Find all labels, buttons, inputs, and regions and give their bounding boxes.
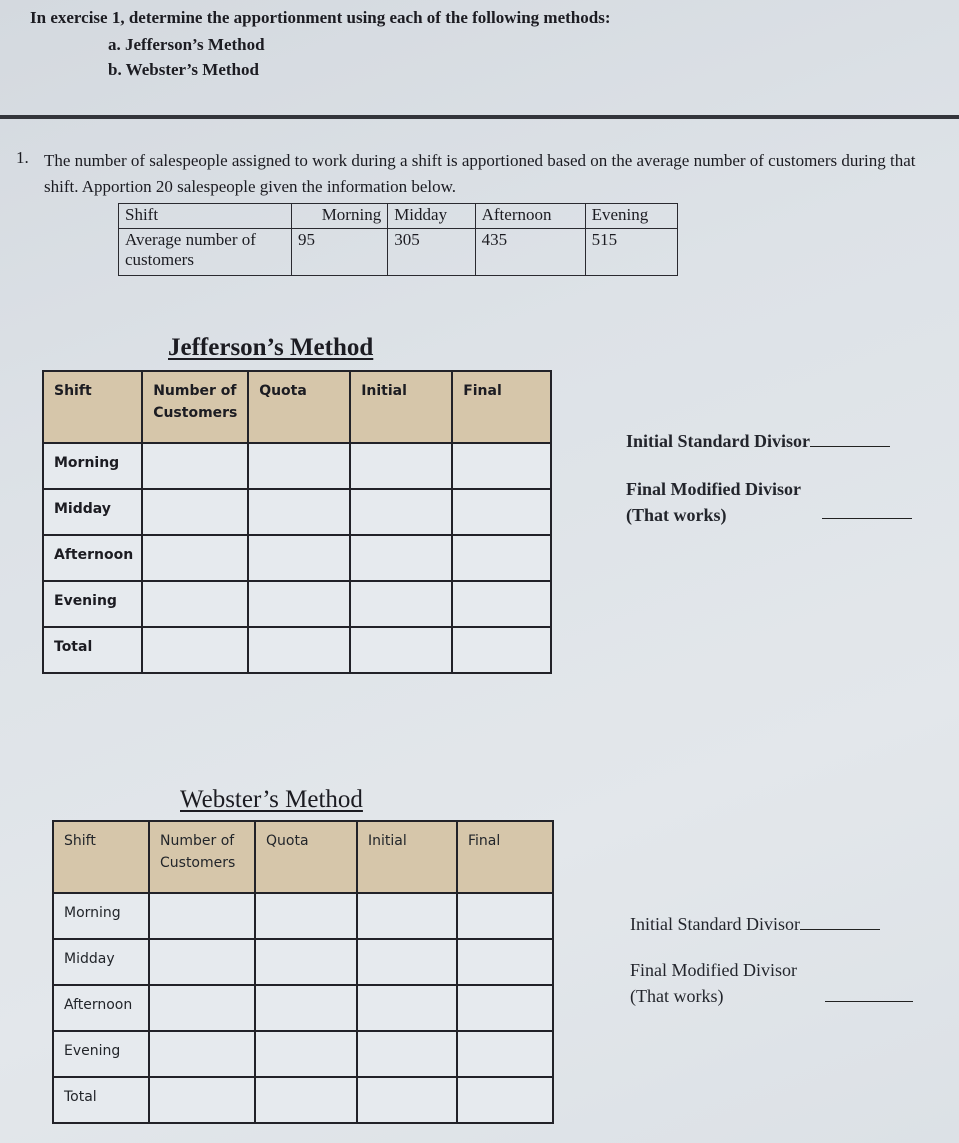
- table-row: [53, 985, 553, 1031]
- answer-cell[interactable]: [452, 489, 551, 535]
- jefferson-table: [42, 370, 552, 674]
- final-divisor-note: (That works): [626, 505, 727, 525]
- answer-cell[interactable]: [248, 535, 350, 581]
- answer-cell[interactable]: [457, 1077, 553, 1123]
- answer-cell[interactable]: [452, 581, 551, 627]
- table-row: [53, 893, 553, 939]
- data-row-label: Average number of customers: [119, 229, 292, 276]
- answer-cell[interactable]: [255, 1077, 357, 1123]
- instruction-item-b: b. Webster’s Method: [108, 60, 259, 79]
- answer-cell[interactable]: [142, 535, 248, 581]
- data-header-cell: Shift: [119, 204, 292, 229]
- answer-cell[interactable]: [457, 939, 553, 985]
- answer-cell[interactable]: [142, 581, 248, 627]
- final-divisor-note: (That works): [630, 986, 724, 1006]
- final-divisor-blank[interactable]: [825, 985, 913, 1002]
- answer-cell[interactable]: [149, 1077, 255, 1123]
- data-header-cell: Evening: [585, 204, 677, 229]
- webster-final-divisor: [630, 957, 797, 1009]
- header-initial: Initial: [350, 371, 452, 443]
- table-row: [43, 535, 551, 581]
- row-label: Afternoon: [43, 535, 142, 581]
- data-header-cell: Midday: [388, 204, 475, 229]
- row-label: Evening: [53, 1031, 149, 1077]
- header-number-of-customers: Number of Customers: [149, 821, 255, 893]
- row-label: Total: [43, 627, 142, 673]
- answer-cell[interactable]: [149, 939, 255, 985]
- answer-cell[interactable]: [452, 443, 551, 489]
- jefferson-initial-divisor: [626, 428, 890, 454]
- data-value-cell: 435: [475, 229, 585, 276]
- table-row-total: [43, 627, 551, 673]
- data-header-cell: Morning: [292, 204, 388, 229]
- answer-cell[interactable]: [255, 939, 357, 985]
- row-label: Midday: [43, 489, 142, 535]
- answer-cell[interactable]: [350, 489, 452, 535]
- answer-cell[interactable]: [452, 535, 551, 581]
- answer-cell[interactable]: [350, 535, 452, 581]
- row-label: Morning: [53, 893, 149, 939]
- answer-cell[interactable]: [357, 1077, 457, 1123]
- initial-divisor-label: Initial Standard Divisor: [630, 914, 800, 934]
- question-number: 1.: [16, 148, 29, 167]
- header-shift: Shift: [53, 821, 149, 893]
- table-row-total: [53, 1077, 553, 1123]
- row-label: Afternoon: [53, 985, 149, 1031]
- answer-cell[interactable]: [248, 627, 350, 673]
- header-quota: Quota: [248, 371, 350, 443]
- header-initial: Initial: [357, 821, 457, 893]
- answer-cell[interactable]: [350, 627, 452, 673]
- row-label: Morning: [43, 443, 142, 489]
- header-number-of-customers: Number of Customers: [142, 371, 248, 443]
- answer-cell[interactable]: [255, 1031, 357, 1077]
- initial-divisor-blank[interactable]: [800, 911, 880, 930]
- header-quota: Quota: [255, 821, 357, 893]
- table-header-row: [43, 371, 551, 443]
- divider-line: [0, 115, 959, 119]
- table-row: [43, 443, 551, 489]
- answer-cell[interactable]: [457, 1031, 553, 1077]
- row-label: Midday: [53, 939, 149, 985]
- table-row: [53, 939, 553, 985]
- data-value-cell: 95: [292, 229, 388, 276]
- data-value-cell: 515: [585, 229, 677, 276]
- webster-initial-divisor: [630, 911, 880, 937]
- webster-title: Webster’s Method: [180, 786, 363, 813]
- header-final: Final: [452, 371, 551, 443]
- answer-cell[interactable]: [350, 581, 452, 627]
- answer-cell[interactable]: [457, 893, 553, 939]
- data-table-header-row: [119, 204, 678, 229]
- answer-cell[interactable]: [248, 443, 350, 489]
- answer-cell[interactable]: [248, 581, 350, 627]
- question-text: The number of salespeople assigned to work during a shift is apportioned based on the average number of customers during that shift. Apportion 20 salespeople given the information below.: [44, 151, 916, 196]
- data-table-values-row: [119, 229, 678, 276]
- table-row: [53, 1031, 553, 1077]
- table-row: [43, 581, 551, 627]
- final-divisor-blank[interactable]: [822, 502, 912, 519]
- row-label: Total: [53, 1077, 149, 1123]
- answer-cell[interactable]: [149, 1031, 255, 1077]
- data-header-cell: Afternoon: [475, 204, 585, 229]
- header-shift: Shift: [43, 371, 142, 443]
- answer-cell[interactable]: [142, 627, 248, 673]
- answer-cell[interactable]: [357, 893, 457, 939]
- answer-cell[interactable]: [142, 489, 248, 535]
- data-value-cell: 305: [388, 229, 475, 276]
- webster-table: [52, 820, 554, 1124]
- initial-divisor-label: Initial Standard Divisor: [626, 431, 811, 451]
- instructions-title: In exercise 1, determine the apportionment using each of the following methods:: [30, 8, 611, 27]
- answer-cell[interactable]: [452, 627, 551, 673]
- initial-divisor-blank[interactable]: [810, 428, 890, 447]
- table-header-row: [53, 821, 553, 893]
- jefferson-title: Jefferson’s Method: [168, 334, 374, 361]
- answer-cell[interactable]: [357, 985, 457, 1031]
- answer-cell[interactable]: [149, 893, 255, 939]
- instruction-item-a: a. Jefferson’s Method: [108, 35, 265, 54]
- answer-cell[interactable]: [248, 489, 350, 535]
- final-divisor-label: Final Modified Divisor: [630, 960, 797, 980]
- row-label: Evening: [43, 581, 142, 627]
- answer-cell[interactable]: [149, 985, 255, 1031]
- answer-cell[interactable]: [255, 985, 357, 1031]
- answer-cell[interactable]: [357, 939, 457, 985]
- answer-cell[interactable]: [255, 893, 357, 939]
- answer-cell[interactable]: [457, 985, 553, 1031]
- answer-cell[interactable]: [142, 443, 248, 489]
- data-table: [118, 203, 678, 276]
- table-row: [43, 489, 551, 535]
- header-final: Final: [457, 821, 553, 893]
- jefferson-final-divisor: [626, 476, 801, 528]
- answer-cell[interactable]: [350, 443, 452, 489]
- answer-cell[interactable]: [357, 1031, 457, 1077]
- final-divisor-label: Final Modified Divisor: [626, 479, 801, 499]
